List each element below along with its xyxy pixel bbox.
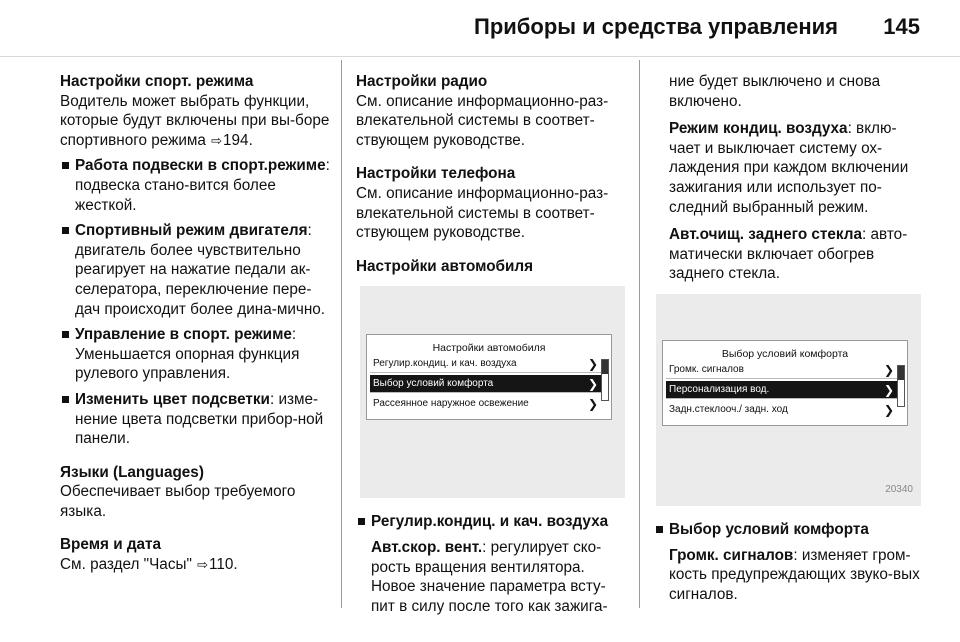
scrollbar (897, 365, 905, 407)
display-screenshot (656, 294, 921, 506)
sub-item: Громк. сигналов: изменяет гром-кость предупреждающих звуко-вых сигналов. (669, 546, 920, 603)
section-sport-settings (60, 72, 330, 449)
sub-item: Режим кондиц. воздуха: вклю-чает и выключает систему ох-лаждения при каждом включении зажигания или использует по-следний выбранный режим. (669, 120, 909, 216)
chevron-right-icon: ❯ (587, 397, 598, 412)
figure-code: 20340 (885, 484, 913, 496)
sub-item: Авт.скор. вент.: регулирует ско-рость вращения вентилятора. Новое значение параметра всту-пит в силу после того как зажига- (371, 538, 608, 615)
menu-row: Регулир.кондиц. и кач. воздуха ❯ (370, 355, 604, 373)
column-divider (639, 60, 640, 608)
page-number: 145 (883, 14, 920, 39)
section-heading: Настройки радио (356, 73, 488, 90)
bullet-item: Регулир.кондиц. и кач. воздуха (356, 512, 624, 532)
page-header (0, 0, 960, 56)
section-phone (356, 164, 624, 242)
section-heading: Языки (Languages) (60, 463, 204, 481)
section-languages (60, 463, 330, 522)
column-divider (341, 60, 342, 608)
bullet-item: Работа подвески в спорт.режиме: подвеска стано-вится более жесткой. (60, 156, 330, 215)
menu-row-selected: Выбор условий комфорта ❯ (370, 375, 604, 393)
section-heading: Время и дата (60, 536, 162, 554)
sub-item: Авт.очищ. заднего стекла: авто-матически включает обогрев заднего стекла. (669, 226, 908, 283)
bullet-item: Выбор условий комфорта (654, 520, 924, 540)
bullet-item: Управление в спорт. режиме: Уменьшается опорная функция рулевого управления. (60, 325, 330, 384)
bullet-item: Спортивный режим двигателя: двигатель более чувствительно реагирует на нажатие педали ак-селератора, переключение пере-дач происходит более дина-мично. (60, 221, 330, 319)
scrollbar-thumb (898, 366, 904, 380)
section-text: См. раздел "Часы" ⇨110. (60, 556, 238, 574)
menu-row: Рассеянное наружное освежение ❯ (373, 397, 598, 412)
display-screenshot (360, 286, 625, 498)
display-panel (366, 334, 612, 420)
column-1 (60, 72, 330, 589)
page-ref-icon: ⇨ (211, 132, 223, 148)
menu-row: Громк. сигналов ❯ (666, 361, 900, 379)
menu-row-selected: Персонализация вод. ❯ (666, 381, 900, 399)
section-text: Водитель может выбрать функции, которые будут включены при вы-боре спортивного режима ⇨194. (60, 92, 330, 149)
section-text: См. описание информационно-раз-влекательной системы в соответ-ствующем руководстве. (356, 92, 609, 149)
chevron-right-icon: ❯ (883, 402, 894, 417)
chevron-right-icon: ❯ (883, 362, 894, 377)
chevron-right-icon: ❯ (883, 382, 894, 397)
section-heading: Настройки спорт. режима (60, 73, 254, 90)
section-heading: Настройки телефона (356, 165, 516, 183)
section-text: См. описание информационно-раз-влекательной системы в соответ-ствующем руководстве. (356, 184, 609, 242)
bullet-item: Изменить цвет подсветки: изме-нение цвета подсветки прибор-ной панели. (60, 390, 330, 449)
section-text: Обеспечивает выбор требуемого языка. (60, 483, 296, 520)
display-title: Выбор условий комфорта (721, 347, 849, 360)
scrollbar (601, 359, 609, 401)
display-panel (662, 340, 908, 426)
header-divider (0, 56, 960, 57)
chevron-right-icon: ❯ (587, 377, 598, 392)
column-2 (356, 72, 624, 624)
section-heading: Настройки автомобиля (356, 257, 534, 275)
section-time-date (60, 535, 330, 574)
display-title: Настройки автомобиля (432, 342, 546, 355)
continued-text: ние будет выключено и снова включено. (669, 73, 881, 110)
section-radio (356, 72, 624, 150)
page-ref-icon: ⇨ (197, 557, 209, 573)
page-title: Приборы и средства управления (474, 14, 838, 39)
chevron-right-icon: ❯ (587, 357, 598, 372)
column-3 (654, 72, 924, 612)
menu-row: Задн.стеклооч./ задн. ход ❯ (669, 402, 894, 417)
scrollbar-thumb (602, 360, 608, 374)
